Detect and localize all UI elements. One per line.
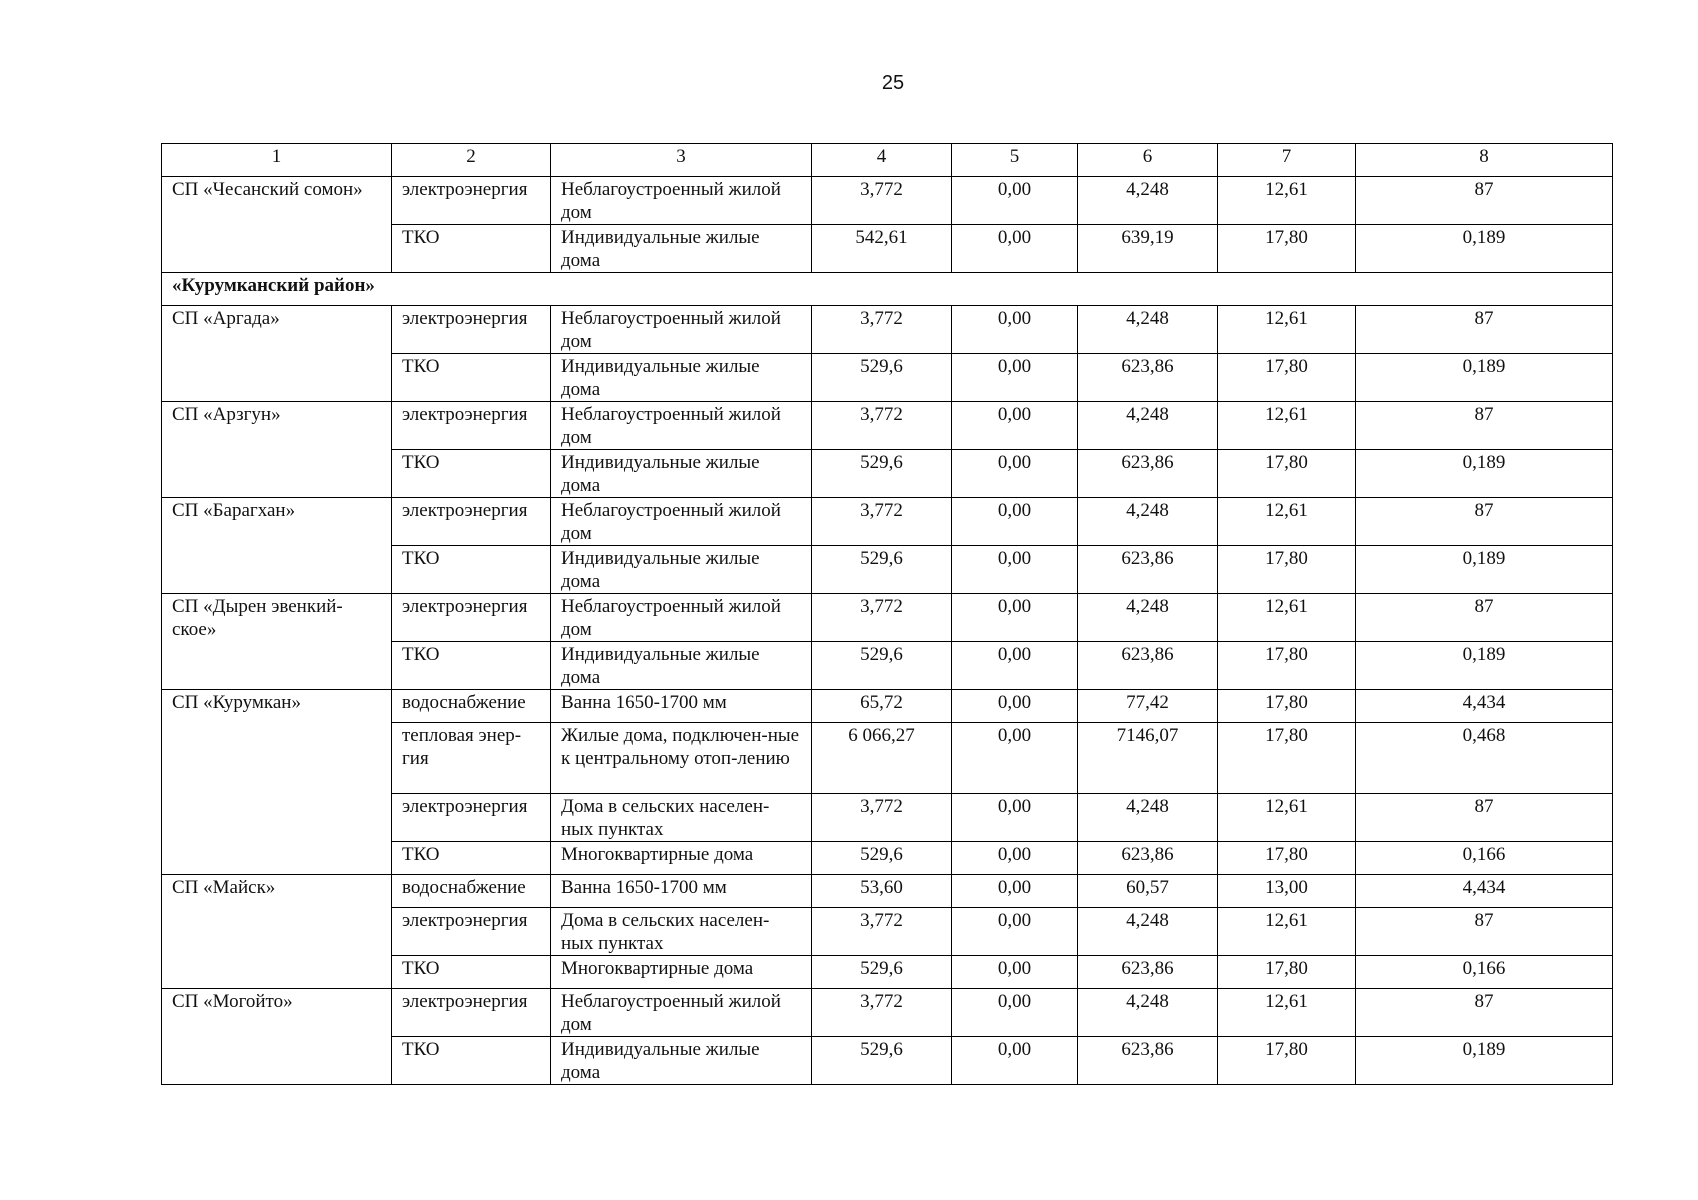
value-7: 17,80 <box>1218 723 1356 794</box>
settlement-name: СП «Майск» <box>162 875 392 989</box>
value-5: 0,00 <box>952 594 1078 642</box>
value-4: 529,6 <box>812 642 952 690</box>
settlement-name: СП «Барагхан» <box>162 498 392 594</box>
value-5: 0,00 <box>952 546 1078 594</box>
value-6: 623,86 <box>1078 354 1218 402</box>
value-7: 17,80 <box>1218 842 1356 875</box>
tariff-table <box>161 143 1613 1085</box>
value-4: 3,772 <box>812 908 952 956</box>
table-row <box>162 690 1613 723</box>
consumer-category: Неблагоустроенный жилой дом <box>551 402 812 450</box>
consumer-category: Индивидуальные жилые дома <box>551 354 812 402</box>
value-6: 4,248 <box>1078 794 1218 842</box>
consumer-category: Неблагоустроенный жилой дом <box>551 306 812 354</box>
value-6: 4,248 <box>1078 306 1218 354</box>
page-number: 25 <box>881 72 905 94</box>
value-8: 0,189 <box>1356 225 1613 273</box>
value-8: 0,166 <box>1356 842 1613 875</box>
value-4: 3,772 <box>812 794 952 842</box>
value-4: 3,772 <box>812 498 952 546</box>
value-7: 12,61 <box>1218 989 1356 1037</box>
value-6: 623,86 <box>1078 1037 1218 1085</box>
value-5: 0,00 <box>952 690 1078 723</box>
value-4: 529,6 <box>812 450 952 498</box>
service-type: ТКО <box>392 354 551 402</box>
value-4: 3,772 <box>812 989 952 1037</box>
value-5: 0,00 <box>952 498 1078 546</box>
table-body <box>162 144 1613 1085</box>
value-5: 0,00 <box>952 1037 1078 1085</box>
service-type: ТКО <box>392 1037 551 1085</box>
value-8: 0,189 <box>1356 450 1613 498</box>
service-type: электроэнергия <box>392 402 551 450</box>
table-row <box>162 875 1613 908</box>
value-5: 0,00 <box>952 842 1078 875</box>
value-8: 87 <box>1356 794 1613 842</box>
value-7: 17,80 <box>1218 642 1356 690</box>
value-7: 12,61 <box>1218 306 1356 354</box>
value-8: 0,189 <box>1356 1037 1613 1085</box>
consumer-category: Индивидуальные жилые дома <box>551 1037 812 1085</box>
settlement-name: СП «Могойто» <box>162 989 392 1085</box>
value-7: 12,61 <box>1218 498 1356 546</box>
value-7: 17,80 <box>1218 354 1356 402</box>
consumer-category: Дома в сельских населен-ных пунктах <box>551 908 812 956</box>
value-5: 0,00 <box>952 723 1078 794</box>
value-7: 17,80 <box>1218 450 1356 498</box>
consumer-category: Жилые дома, подключен-ные к центральному отоп-лению <box>551 723 812 794</box>
value-5: 0,00 <box>952 794 1078 842</box>
value-6: 623,86 <box>1078 450 1218 498</box>
value-5: 0,00 <box>952 956 1078 989</box>
value-6: 623,86 <box>1078 956 1218 989</box>
value-5: 0,00 <box>952 354 1078 402</box>
value-4: 529,6 <box>812 956 952 989</box>
column-number: 7 <box>1218 144 1356 177</box>
column-number: 8 <box>1356 144 1613 177</box>
value-8: 0,468 <box>1356 723 1613 794</box>
settlement-name: СП «Арзгун» <box>162 402 392 498</box>
value-4: 3,772 <box>812 306 952 354</box>
value-7: 12,61 <box>1218 908 1356 956</box>
value-6: 60,57 <box>1078 875 1218 908</box>
value-8: 87 <box>1356 594 1613 642</box>
value-6: 623,86 <box>1078 546 1218 594</box>
table-row <box>162 989 1613 1037</box>
consumer-category: Ванна 1650-1700 мм <box>551 690 812 723</box>
service-type: электроэнергия <box>392 908 551 956</box>
value-5: 0,00 <box>952 642 1078 690</box>
value-6: 77,42 <box>1078 690 1218 723</box>
settlement-name: СП «Аргада» <box>162 306 392 402</box>
value-6: 4,248 <box>1078 177 1218 225</box>
value-5: 0,00 <box>952 989 1078 1037</box>
consumer-category: Дома в сельских населен-ных пунктах <box>551 794 812 842</box>
table-row <box>162 498 1613 546</box>
settlement-name: СП «Дырен эвенкий-ское» <box>162 594 392 690</box>
value-4: 3,772 <box>812 594 952 642</box>
column-number: 4 <box>812 144 952 177</box>
value-5: 0,00 <box>952 177 1078 225</box>
table-row <box>162 306 1613 354</box>
value-7: 17,80 <box>1218 1037 1356 1085</box>
value-8: 87 <box>1356 177 1613 225</box>
service-type: ТКО <box>392 225 551 273</box>
value-5: 0,00 <box>952 908 1078 956</box>
table-row <box>162 402 1613 450</box>
service-type: электроэнергия <box>392 794 551 842</box>
value-4: 53,60 <box>812 875 952 908</box>
value-7: 17,80 <box>1218 956 1356 989</box>
value-5: 0,00 <box>952 875 1078 908</box>
value-8: 87 <box>1356 908 1613 956</box>
consumer-category: Неблагоустроенный жилой дом <box>551 498 812 546</box>
value-6: 4,248 <box>1078 498 1218 546</box>
consumer-category: Многоквартирные дома <box>551 842 812 875</box>
settlement-name: СП «Чесанский сомон» <box>162 177 392 273</box>
value-4: 3,772 <box>812 402 952 450</box>
service-type: электроэнергия <box>392 177 551 225</box>
column-number: 1 <box>162 144 392 177</box>
value-4: 529,6 <box>812 546 952 594</box>
service-type: ТКО <box>392 546 551 594</box>
value-4: 6 066,27 <box>812 723 952 794</box>
service-type: водоснабжение <box>392 875 551 908</box>
value-8: 87 <box>1356 498 1613 546</box>
column-number: 5 <box>952 144 1078 177</box>
value-6: 4,248 <box>1078 594 1218 642</box>
value-7: 12,61 <box>1218 794 1356 842</box>
consumer-category: Индивидуальные жилые дома <box>551 450 812 498</box>
consumer-category: Индивидуальные жилые дома <box>551 546 812 594</box>
consumer-category: Многоквартирные дома <box>551 956 812 989</box>
value-6: 4,248 <box>1078 989 1218 1037</box>
value-8: 0,189 <box>1356 642 1613 690</box>
district-heading: «Курумканский район» <box>162 273 1613 306</box>
settlement-name: СП «Курумкан» <box>162 690 392 875</box>
service-type: электроэнергия <box>392 306 551 354</box>
column-number: 6 <box>1078 144 1218 177</box>
value-4: 529,6 <box>812 354 952 402</box>
value-4: 3,772 <box>812 177 952 225</box>
service-type: электроэнергия <box>392 498 551 546</box>
value-6: 7146,07 <box>1078 723 1218 794</box>
value-7: 17,80 <box>1218 690 1356 723</box>
value-8: 87 <box>1356 989 1613 1037</box>
value-6: 4,248 <box>1078 402 1218 450</box>
value-5: 0,00 <box>952 225 1078 273</box>
service-type: ТКО <box>392 642 551 690</box>
value-6: 4,248 <box>1078 908 1218 956</box>
consumer-category: Неблагоустроенный жилой дом <box>551 177 812 225</box>
value-7: 17,80 <box>1218 225 1356 273</box>
value-4: 529,6 <box>812 1037 952 1085</box>
consumer-category: Неблагоустроенный жилой дом <box>551 594 812 642</box>
service-type: ТКО <box>392 450 551 498</box>
value-7: 13,00 <box>1218 875 1356 908</box>
value-7: 12,61 <box>1218 177 1356 225</box>
value-8: 0,189 <box>1356 354 1613 402</box>
table-row <box>162 177 1613 225</box>
value-7: 17,80 <box>1218 546 1356 594</box>
value-6: 623,86 <box>1078 842 1218 875</box>
service-type: электроэнергия <box>392 989 551 1037</box>
value-5: 0,00 <box>952 306 1078 354</box>
consumer-category: Индивидуальные жилые дома <box>551 642 812 690</box>
value-5: 0,00 <box>952 450 1078 498</box>
table-row <box>162 594 1613 642</box>
value-8: 0,166 <box>1356 956 1613 989</box>
consumer-category: Индивидуальные жилые дома <box>551 225 812 273</box>
header-row <box>162 144 1613 177</box>
consumer-category: Неблагоустроенный жилой дом <box>551 989 812 1037</box>
column-number: 2 <box>392 144 551 177</box>
value-6: 639,19 <box>1078 225 1218 273</box>
consumer-category: Ванна 1650-1700 мм <box>551 875 812 908</box>
value-4: 65,72 <box>812 690 952 723</box>
district-heading-row <box>162 273 1613 306</box>
value-8: 0,189 <box>1356 546 1613 594</box>
value-8: 4,434 <box>1356 690 1613 723</box>
service-type: тепловая энер-гия <box>392 723 551 794</box>
service-type: электроэнергия <box>392 594 551 642</box>
value-8: 87 <box>1356 306 1613 354</box>
value-7: 12,61 <box>1218 402 1356 450</box>
service-type: водоснабжение <box>392 690 551 723</box>
value-4: 529,6 <box>812 842 952 875</box>
service-type: ТКО <box>392 842 551 875</box>
value-4: 542,61 <box>812 225 952 273</box>
value-7: 12,61 <box>1218 594 1356 642</box>
value-6: 623,86 <box>1078 642 1218 690</box>
service-type: ТКО <box>392 956 551 989</box>
value-8: 87 <box>1356 402 1613 450</box>
value-8: 4,434 <box>1356 875 1613 908</box>
value-5: 0,00 <box>952 402 1078 450</box>
column-number: 3 <box>551 144 812 177</box>
